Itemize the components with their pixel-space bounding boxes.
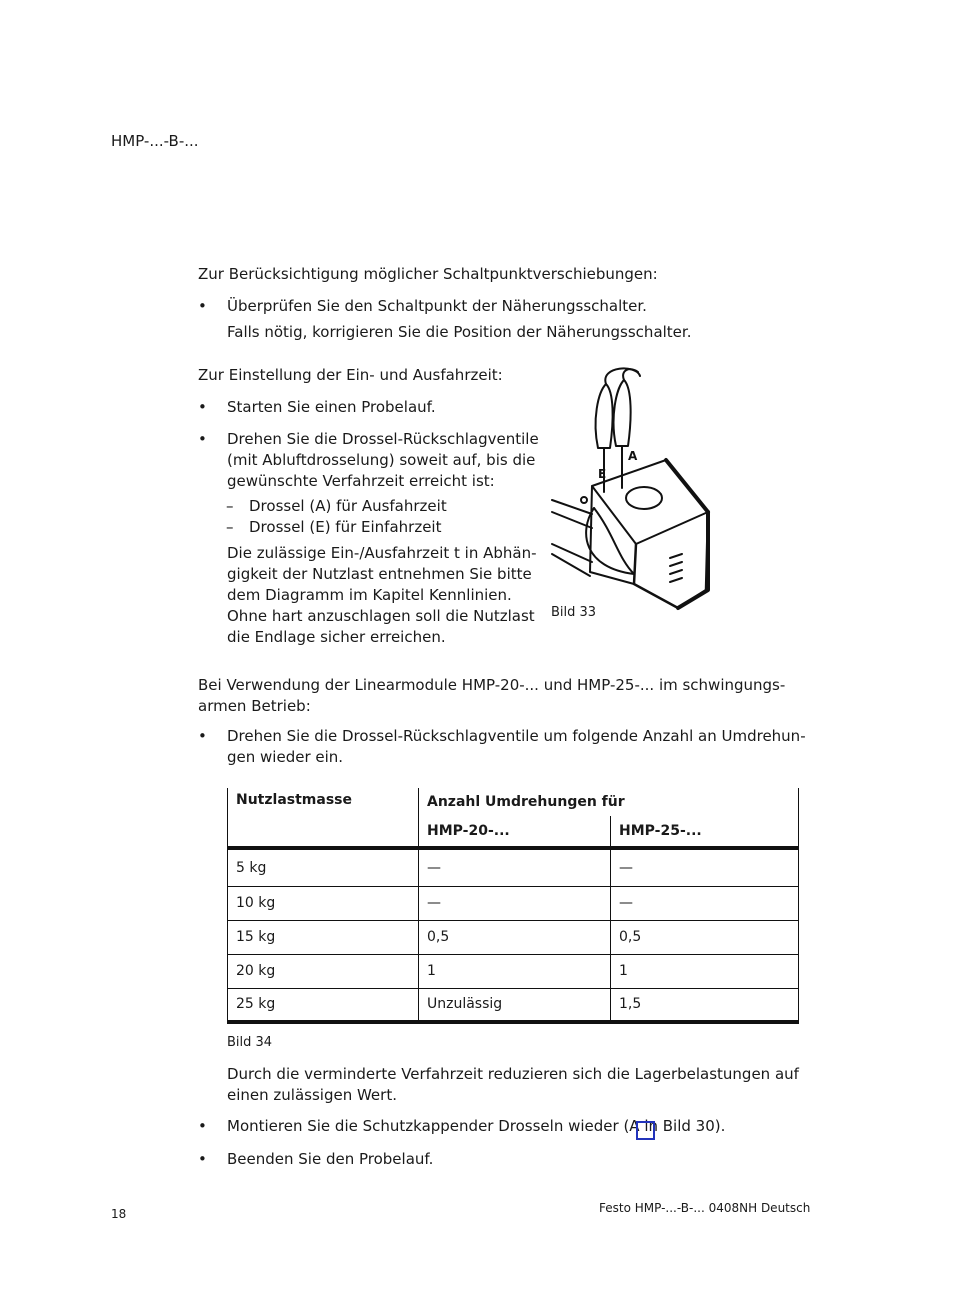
figure-label-a: A — [628, 449, 638, 463]
table-cell: 20 kg — [228, 954, 419, 988]
bullet-marker: • — [198, 1117, 207, 1135]
text-line: Bei Verwendung der Linearmodule HMP-20-... und HMP-25-... im schwingungs- — [198, 676, 786, 694]
table-row — [228, 988, 799, 1022]
section2-item1: Starten Sie einen Probelauf. — [227, 398, 436, 416]
bullet-marker: • — [198, 430, 207, 448]
text-line: dem Diagramm im Kapitel Kennlinien. — [227, 586, 512, 604]
section3-intro — [198, 675, 785, 717]
table-cell: — — [419, 848, 611, 886]
section4-note — [227, 1064, 799, 1106]
bullet-marker: • — [198, 1150, 207, 1168]
section2-item2 — [227, 429, 539, 492]
link-annotation-box[interactable] — [636, 1121, 655, 1140]
text-line: Drehen Sie die Drossel-Rückschlagventile — [227, 430, 539, 448]
table-cell: 10 kg — [228, 886, 419, 920]
footer-doc-info: Festo HMP-...-B-... 0408NH Deutsch — [599, 1201, 811, 1215]
text-line: Die zulässige Ein-/Ausfahrzeit t in Abhän- — [227, 544, 537, 562]
table-cell: 1 — [611, 954, 799, 988]
table-cell: 5 kg — [228, 848, 419, 886]
page-number: 18 — [111, 1207, 127, 1221]
section1-item1-line1: Überprüfen Sie den Schaltpunkt der Näherungsschalter. — [227, 297, 647, 315]
col-header-hmp25: HMP-25-... — [611, 816, 799, 848]
table-cell: 15 kg — [228, 920, 419, 954]
running-header: HMP-...-B-... — [111, 132, 199, 150]
section1-item1-line2: Falls nötig, korrigieren Sie die Position der Näherungsschalter. — [227, 323, 692, 341]
bullet-marker: • — [198, 398, 207, 416]
table-cell: — — [419, 886, 611, 920]
table-cell: 0,5 — [611, 920, 799, 954]
table-cell: 1 — [419, 954, 611, 988]
section2-note — [227, 543, 537, 648]
table-row — [228, 954, 799, 988]
text-line: armen Betrieb: — [198, 697, 311, 715]
col-header-hmp20: HMP-20-... — [419, 816, 611, 848]
table-caption: Bild 34 — [227, 1035, 273, 1050]
dash-marker: – — [226, 497, 234, 515]
text-line: (mit Abluftdrosselung) soweit auf, bis die — [227, 451, 536, 469]
payload-table — [227, 788, 799, 1024]
text-line: Drehen Sie die Drossel-Rückschlagventile um folgende Anzahl an Umdrehun- — [227, 727, 806, 745]
table-row — [228, 886, 799, 920]
text-line: die Endlage sicher erreichen. — [227, 628, 446, 646]
text-line: gen wieder ein. — [227, 748, 344, 766]
bullet-marker: • — [198, 727, 207, 745]
table-row — [228, 848, 799, 886]
table-cell: 1,5 — [611, 988, 799, 1022]
bullet-marker: • — [198, 297, 207, 315]
table-row — [228, 920, 799, 954]
text-line: gigkeit der Nutzlast entnehmen Sie bitte — [227, 565, 532, 583]
figure-33-caption: Bild 33 — [551, 605, 597, 620]
table-cell: 25 kg — [228, 988, 419, 1022]
table-header-row — [228, 788, 799, 816]
dash-marker: – — [226, 518, 234, 536]
section4-item2: Beenden Sie den Probelauf. — [227, 1150, 434, 1168]
text-line: gewünschte Verfahrzeit erreicht ist: — [227, 472, 495, 490]
text-line: Ohne hart anzuschlagen soll die Nutzlast — [227, 607, 535, 625]
col-header-payload: Nutzlastmasse — [228, 788, 419, 848]
table-cell: — — [611, 848, 799, 886]
figure-33-illustration — [548, 362, 718, 612]
section4-item1: Montieren Sie die Schutzkappender Drosseln wieder (A in Bild 30). — [227, 1117, 726, 1135]
text-line: Durch die verminderte Verfahrzeit reduzieren sich die Lagerbelastungen auf — [227, 1065, 799, 1083]
table-cell: 0,5 — [419, 920, 611, 954]
section2-sub1: Drossel (A) für Ausfahrzeit — [249, 497, 447, 515]
col-header-group: Anzahl Umdrehungen für — [419, 788, 799, 816]
section1-intro: Zur Berücksichtigung möglicher Schaltpunktverschiebungen: — [198, 265, 658, 283]
table-cell: Unzulässig — [419, 988, 611, 1022]
table-cell: — — [611, 886, 799, 920]
section2-sub2: Drossel (E) für Einfahrzeit — [249, 518, 442, 536]
figure-label-e: E — [598, 467, 607, 481]
section2-intro: Zur Einstellung der Ein- und Ausfahrzeit: — [198, 366, 503, 384]
section3-item1 — [227, 726, 806, 768]
text-line: einen zulässigen Wert. — [227, 1086, 397, 1104]
